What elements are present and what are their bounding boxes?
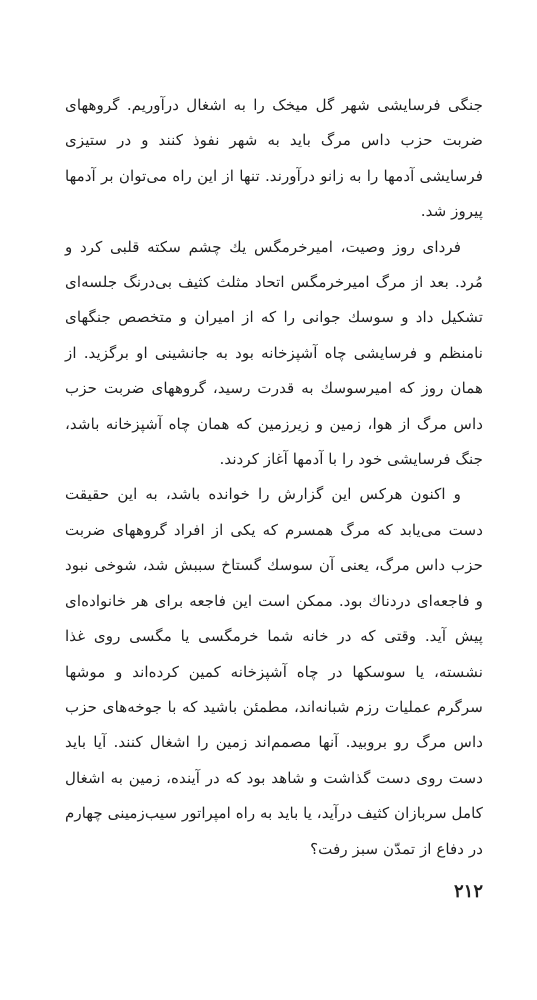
paragraph-1: جنگی فرسایشی شهر گل میخک را به اشغال درآوریم. گروههای ضربت حزب داس مرگ باید به شهر نفوذ کنند و در ستیزی فرسایشی آدمها را به زانو درآورند. تنها از این راه می‌توان بر آدمها پیروز شد.	[65, 96, 483, 221]
page-number: ۲۱۲	[453, 881, 483, 902]
body-text	[65, 88, 483, 867]
paragraph-3: و اکنون هرکس این گزارش را خوانده باشد، به این حقیقت دست می‌یابد که مرگ همسرم که یکی از افراد گروههای ضربت حزب داس مرگ، یعنی آن سوسك گستاخ سببش شد، شوخی نبود و فاجعه‌ای دردناك بود. ممکن است این فاجعه برای هر خانواده‌ای پیش آید. وقتی که در خانه شما خرمگسی یا مگسی روی غذا نشسته، یا سوسکها در چاه آشپزخانه کمین کرده‌اند و موشها سرگرم عملیات رزم شبانه‌اند، مطمئن باشید که با جوخه‌های حزب داس مرگ رو بروبید. آنها مصمم‌اند زمین را اشغال کنند. آیا باید دست روی دست گذاشت و شاهد بود که در آینده، زمین به اشغال کامل سربازان کثیف درآید، یا باید به راه امپراتور سیب‌زمینی چهارم در دفاع از تمدّن سبز رفت؟	[65, 485, 483, 858]
paragraph-2: فردای روز وصیت، امیرخرمگس یك چشم سکته قلبی کرد و مُرد. بعد از مرگ امیرخرمگس اتحاد مثلث کثیف بی‌درنگ جلسه‌ای تشکیل داد و سوسك جوانی را که از امیران و متخصص جنگهای نامنظم و فرسایشی چاه آشپزخانه بود به جانشینی او برگزید. از همان روز که امیرسوسك به قدرت رسید، گروههای ضربت حزب داس مرگ از هوا، زمین و زیرزمین که همان چاه آشپزخانه باشد، جنگ فرسایشی خود را با آدمها آغاز کردند.	[65, 237, 483, 469]
